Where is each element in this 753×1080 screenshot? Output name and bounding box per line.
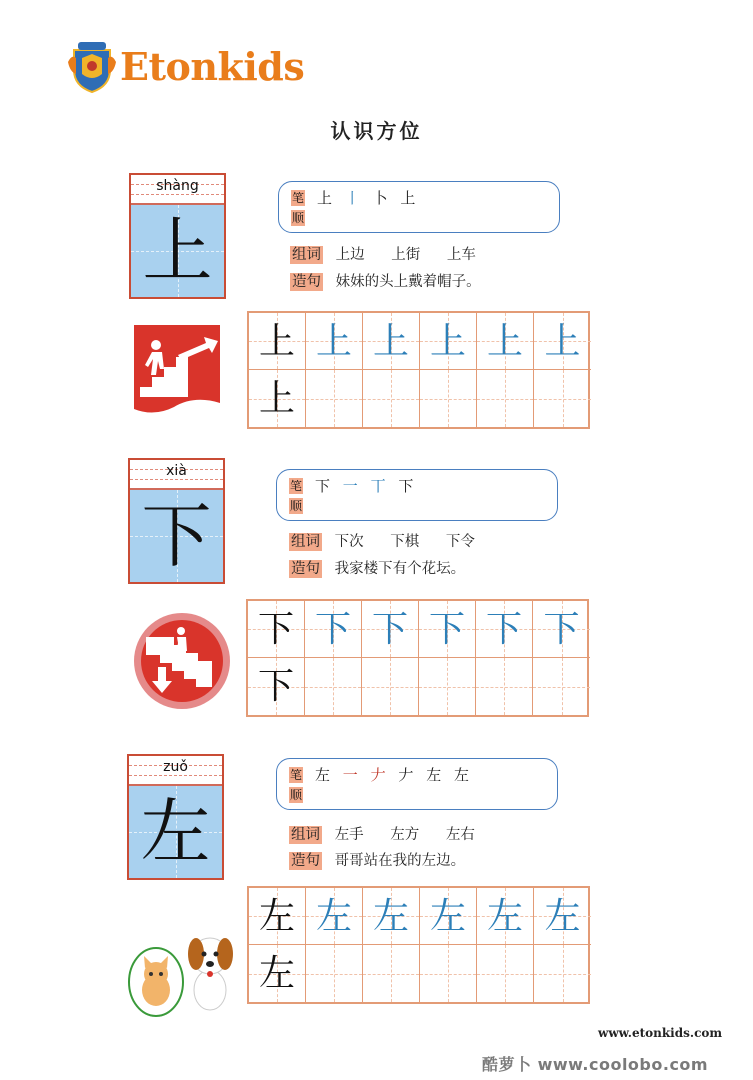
stroke-step: 𠂇 bbox=[398, 766, 415, 784]
stroke-step: 丨 bbox=[344, 189, 361, 207]
zaoju-label: 造句 bbox=[292, 274, 321, 290]
grid-cell: 左 bbox=[534, 888, 591, 945]
word: 下棋 bbox=[390, 534, 420, 550]
grid-cell-empty[interactable] bbox=[363, 945, 420, 1002]
word: 下令 bbox=[445, 534, 475, 550]
shun-tag: 顺 bbox=[290, 499, 303, 513]
bi-tag: 笔 bbox=[290, 479, 303, 493]
character-card bbox=[127, 754, 224, 880]
word: 左手 bbox=[334, 827, 364, 843]
grid-cell-empty[interactable] bbox=[306, 370, 363, 427]
stroke-step: 下 bbox=[398, 477, 415, 495]
etonkids-logo bbox=[66, 40, 306, 96]
pinyin: zuǒ bbox=[163, 759, 188, 775]
word: 上街 bbox=[391, 247, 421, 263]
grid-cell: 下 bbox=[533, 601, 590, 658]
stroke-step: 左 bbox=[315, 766, 332, 784]
word: 左方 bbox=[390, 827, 420, 843]
watermark: 酷萝卜 www.coolobo.com bbox=[482, 1055, 709, 1074]
grid-cell: 下 bbox=[419, 601, 476, 658]
grid-cell: 下 bbox=[305, 601, 362, 658]
word: 上边 bbox=[335, 247, 365, 263]
grid-cell-empty[interactable] bbox=[477, 370, 534, 427]
grid-cell-empty[interactable] bbox=[534, 370, 591, 427]
character-card bbox=[128, 458, 225, 584]
downstairs-sign-icon bbox=[132, 611, 232, 711]
pinyin: xià bbox=[166, 463, 187, 479]
brand-name: Etonkids bbox=[120, 44, 305, 89]
grid-cell: 左 bbox=[363, 888, 420, 945]
pinyin-band bbox=[131, 175, 224, 205]
zaoju-line bbox=[289, 849, 465, 870]
stroke-sequence bbox=[317, 187, 422, 208]
grid-cell-empty[interactable] bbox=[306, 945, 363, 1002]
zaoju-line bbox=[290, 270, 481, 291]
lesson-section-1 bbox=[0, 173, 753, 463]
stroke-step: 一 bbox=[342, 477, 359, 495]
zaoju-line bbox=[289, 557, 465, 578]
grid-cell: 上 bbox=[249, 370, 306, 427]
grid-cell: 下 bbox=[362, 601, 419, 658]
kitten-and-puppy-icon bbox=[126, 898, 238, 1024]
stroke-order-box bbox=[278, 181, 560, 233]
page-title: 认识方位 bbox=[330, 119, 423, 143]
big-character: 上 bbox=[131, 205, 224, 297]
stroke-step: 上 bbox=[400, 189, 417, 207]
zaoju-label: 造句 bbox=[291, 561, 320, 577]
zuci-label: 组词 bbox=[291, 534, 320, 550]
bi-tag: 笔 bbox=[292, 191, 305, 205]
grid-cell: 上 bbox=[420, 313, 477, 370]
word: 下次 bbox=[334, 534, 364, 550]
word: 上车 bbox=[446, 247, 476, 263]
stroke-step: 下 bbox=[315, 477, 332, 495]
stroke-step: 上 bbox=[317, 189, 334, 207]
stroke-step: 左 bbox=[453, 766, 470, 784]
zaoju-label: 造句 bbox=[291, 853, 320, 869]
grid-cell: 上 bbox=[363, 313, 420, 370]
grid-cell: 上 bbox=[306, 313, 363, 370]
stroke-step: 卜 bbox=[372, 189, 389, 207]
grid-cell: 上 bbox=[477, 313, 534, 370]
stroke-sequence bbox=[315, 764, 476, 785]
grid-cell: 左 bbox=[477, 888, 534, 945]
word: 左右 bbox=[445, 827, 475, 843]
shun-tag: 顺 bbox=[292, 211, 305, 225]
stroke-step: 丅 bbox=[370, 477, 387, 495]
stroke-sequence bbox=[315, 475, 420, 496]
zuci-label: 组词 bbox=[291, 827, 320, 843]
grid-cell-empty[interactable] bbox=[362, 658, 419, 715]
grid-cell-empty[interactable] bbox=[420, 370, 477, 427]
grid-cell-empty[interactable] bbox=[533, 658, 590, 715]
sentence: 我家楼下有个花坛。 bbox=[334, 561, 466, 577]
grid-cell: 下 bbox=[248, 601, 305, 658]
grid-cell-empty[interactable] bbox=[477, 945, 534, 1002]
writing-grid bbox=[246, 599, 589, 717]
footer-url[interactable]: www.etonkids.com bbox=[598, 1026, 723, 1040]
grid-cell: 左 bbox=[249, 888, 306, 945]
stroke-step: 𠂇 bbox=[370, 766, 387, 784]
pinyin-band bbox=[130, 460, 223, 490]
sentence: 哥哥站在我的左边。 bbox=[334, 853, 466, 869]
grid-cell-empty[interactable] bbox=[534, 945, 591, 1002]
stroke-step: 左 bbox=[426, 766, 443, 784]
grid-cell-empty[interactable] bbox=[420, 945, 477, 1002]
zuci-line bbox=[289, 823, 497, 844]
stroke-step: 一 bbox=[342, 766, 359, 784]
grid-cell-empty[interactable] bbox=[476, 658, 533, 715]
writing-grid bbox=[247, 311, 590, 429]
lesson-section-3 bbox=[0, 754, 753, 1044]
pinyin: shàng bbox=[156, 178, 199, 194]
grid-cell: 下 bbox=[248, 658, 305, 715]
zuci-label: 组词 bbox=[292, 247, 321, 263]
pinyin-band bbox=[129, 756, 222, 786]
character-card bbox=[129, 173, 226, 299]
upstairs-sign-icon bbox=[134, 325, 220, 415]
grid-cell-empty[interactable] bbox=[419, 658, 476, 715]
lesson-section-2 bbox=[0, 458, 753, 748]
grid-cell: 下 bbox=[476, 601, 533, 658]
grid-cell: 左 bbox=[306, 888, 363, 945]
sentence: 妹妹的头上戴着帽子。 bbox=[335, 274, 481, 290]
grid-cell-empty[interactable] bbox=[305, 658, 362, 715]
writing-grid bbox=[247, 886, 590, 1004]
shun-tag: 顺 bbox=[290, 788, 303, 802]
zuci-line bbox=[290, 243, 498, 264]
big-character: 左 bbox=[129, 786, 222, 878]
grid-cell: 上 bbox=[534, 313, 591, 370]
stroke-order-box bbox=[276, 469, 558, 521]
big-character: 下 bbox=[130, 490, 223, 582]
grid-cell-empty[interactable] bbox=[363, 370, 420, 427]
grid-cell: 左 bbox=[420, 888, 477, 945]
crest-icon bbox=[66, 40, 118, 94]
stroke-order-box bbox=[276, 758, 558, 810]
grid-cell: 左 bbox=[249, 945, 306, 1002]
bi-tag: 笔 bbox=[290, 768, 303, 782]
grid-cell: 上 bbox=[249, 313, 306, 370]
zuci-line bbox=[289, 530, 497, 551]
